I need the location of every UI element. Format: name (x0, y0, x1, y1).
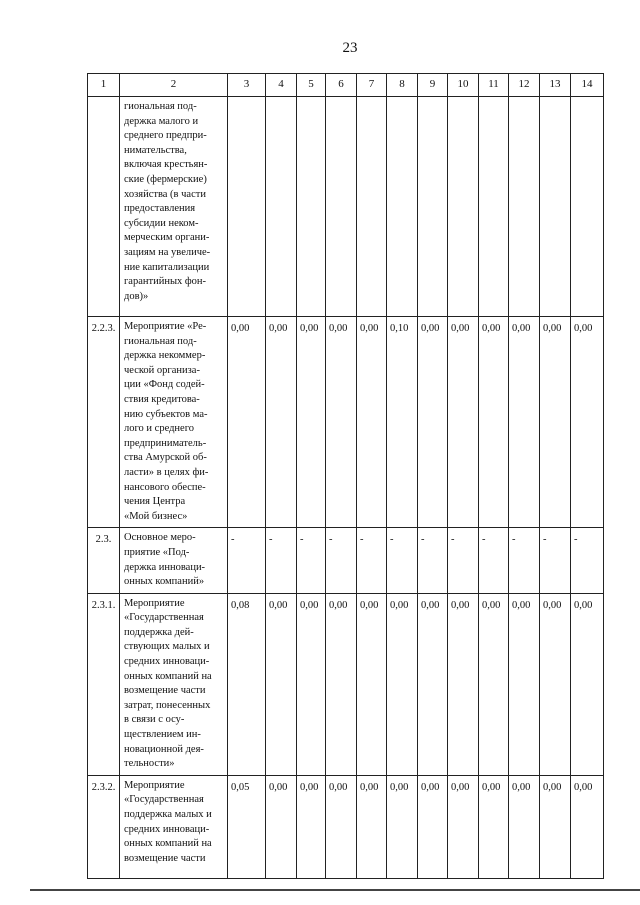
header-cell: 14 (571, 74, 604, 97)
row-number: 2.3. (88, 528, 120, 593)
value-cell: 0,00 (357, 317, 387, 528)
row-description: Основное меро- приятие «Под- держка инноваци- онных компаний» (120, 528, 228, 593)
table-row (88, 775, 604, 878)
value-cell: 0,08 (228, 593, 266, 775)
value-cell (297, 97, 326, 317)
value-cell (357, 97, 387, 317)
header-cell: 12 (509, 74, 540, 97)
header-cell: 9 (418, 74, 448, 97)
value-cell: 0,00 (509, 593, 540, 775)
header-cell: 6 (326, 74, 357, 97)
value-cell: 0,00 (418, 317, 448, 528)
value-cell (418, 97, 448, 317)
row-number (88, 97, 120, 317)
header-cell: 4 (266, 74, 297, 97)
value-cell: 0,00 (448, 317, 479, 528)
value-cell (448, 97, 479, 317)
value-cell (540, 97, 571, 317)
value-cell: 0,00 (479, 317, 509, 528)
value-cell: - (571, 528, 604, 593)
table-row (88, 97, 604, 317)
value-cell: 0,00 (509, 775, 540, 878)
header-cell: 3 (228, 74, 266, 97)
value-cell (571, 97, 604, 317)
header-cell: 11 (479, 74, 509, 97)
table-row (88, 593, 604, 775)
row-number: 2.3.1. (88, 593, 120, 775)
value-cell: 0,00 (479, 775, 509, 878)
value-cell: 0,00 (540, 317, 571, 528)
value-cell: 0,00 (571, 775, 604, 878)
value-cell: - (448, 528, 479, 593)
header-row (88, 74, 604, 97)
value-cell: 0,10 (387, 317, 418, 528)
value-cell: 0,00 (357, 593, 387, 775)
value-cell: 0,00 (326, 593, 357, 775)
value-cell: - (266, 528, 297, 593)
value-cell: 0,00 (540, 775, 571, 878)
value-cell: 0,00 (387, 775, 418, 878)
page-edge-line (30, 889, 640, 891)
value-cell: 0,00 (326, 775, 357, 878)
row-description: Мероприятие «Ре- гиональная под- держка некоммер- ческой организа- ции «Фонд содей- ствия кредитова- нию субъектов ма- лого и среднего предприниматель- ства Амурской об- ласти» в целях фи- нансового обеспе- чения Центра «Мой бизнес» (120, 317, 228, 528)
row-description: Мероприятие «Государственная поддержка малых и средних инноваци- онных компаний на возмещение части (120, 775, 228, 878)
value-cell: 0,00 (448, 775, 479, 878)
table-row (88, 317, 604, 528)
header-cell: 10 (448, 74, 479, 97)
value-cell: 0,00 (540, 593, 571, 775)
value-cell: - (540, 528, 571, 593)
value-cell: 0,00 (357, 775, 387, 878)
value-cell: - (297, 528, 326, 593)
value-cell: - (479, 528, 509, 593)
row-description: гиональная под- держка малого и среднего предпри- нимательства, включая крестьян- ские (фермерские) хозяйства (в части предоставления субсидии неком- мерческим органи- зациям на увеличе- ние капитализации гарантийных фон- дов)» (120, 97, 228, 317)
value-cell: 0,00 (266, 317, 297, 528)
value-cell: 0,05 (228, 775, 266, 878)
value-cell: 0,00 (418, 593, 448, 775)
row-number: 2.2.3. (88, 317, 120, 528)
table-row (88, 528, 604, 593)
value-cell (228, 97, 266, 317)
header-cell: 8 (387, 74, 418, 97)
value-cell: 0,00 (266, 593, 297, 775)
value-cell: 0,00 (297, 775, 326, 878)
row-description: Мероприятие «Государственная поддержка дей- ствующих малых и средних инноваци- онных компаний на возмещение части затрат, понесенных в связи с осу- ществлением ин- новационной дея- тельности» (120, 593, 228, 775)
value-cell (266, 97, 297, 317)
header-cell: 5 (297, 74, 326, 97)
value-cell: 0,00 (387, 593, 418, 775)
value-cell: - (326, 528, 357, 593)
value-cell: - (387, 528, 418, 593)
page-number: 23 (342, 40, 358, 56)
header-cell: 7 (357, 74, 387, 97)
value-cell: - (418, 528, 448, 593)
header-cell: 13 (540, 74, 571, 97)
value-cell: 0,00 (418, 775, 448, 878)
value-cell (479, 97, 509, 317)
header-cell: 2 (120, 74, 228, 97)
value-cell: 0,00 (479, 593, 509, 775)
value-cell: 0,00 (571, 317, 604, 528)
value-cell: 0,00 (571, 593, 604, 775)
header-cell: 1 (88, 74, 120, 97)
value-cell: 0,00 (297, 317, 326, 528)
value-cell: 0,00 (509, 317, 540, 528)
value-cell: 0,00 (228, 317, 266, 528)
value-cell: 0,00 (266, 775, 297, 878)
financing-table (87, 73, 604, 879)
value-cell (509, 97, 540, 317)
value-cell: - (228, 528, 266, 593)
value-cell (387, 97, 418, 317)
value-cell: 0,00 (297, 593, 326, 775)
value-cell: 0,00 (326, 317, 357, 528)
value-cell (326, 97, 357, 317)
value-cell: 0,00 (448, 593, 479, 775)
value-cell: - (509, 528, 540, 593)
row-number: 2.3.2. (88, 775, 120, 878)
value-cell: - (357, 528, 387, 593)
